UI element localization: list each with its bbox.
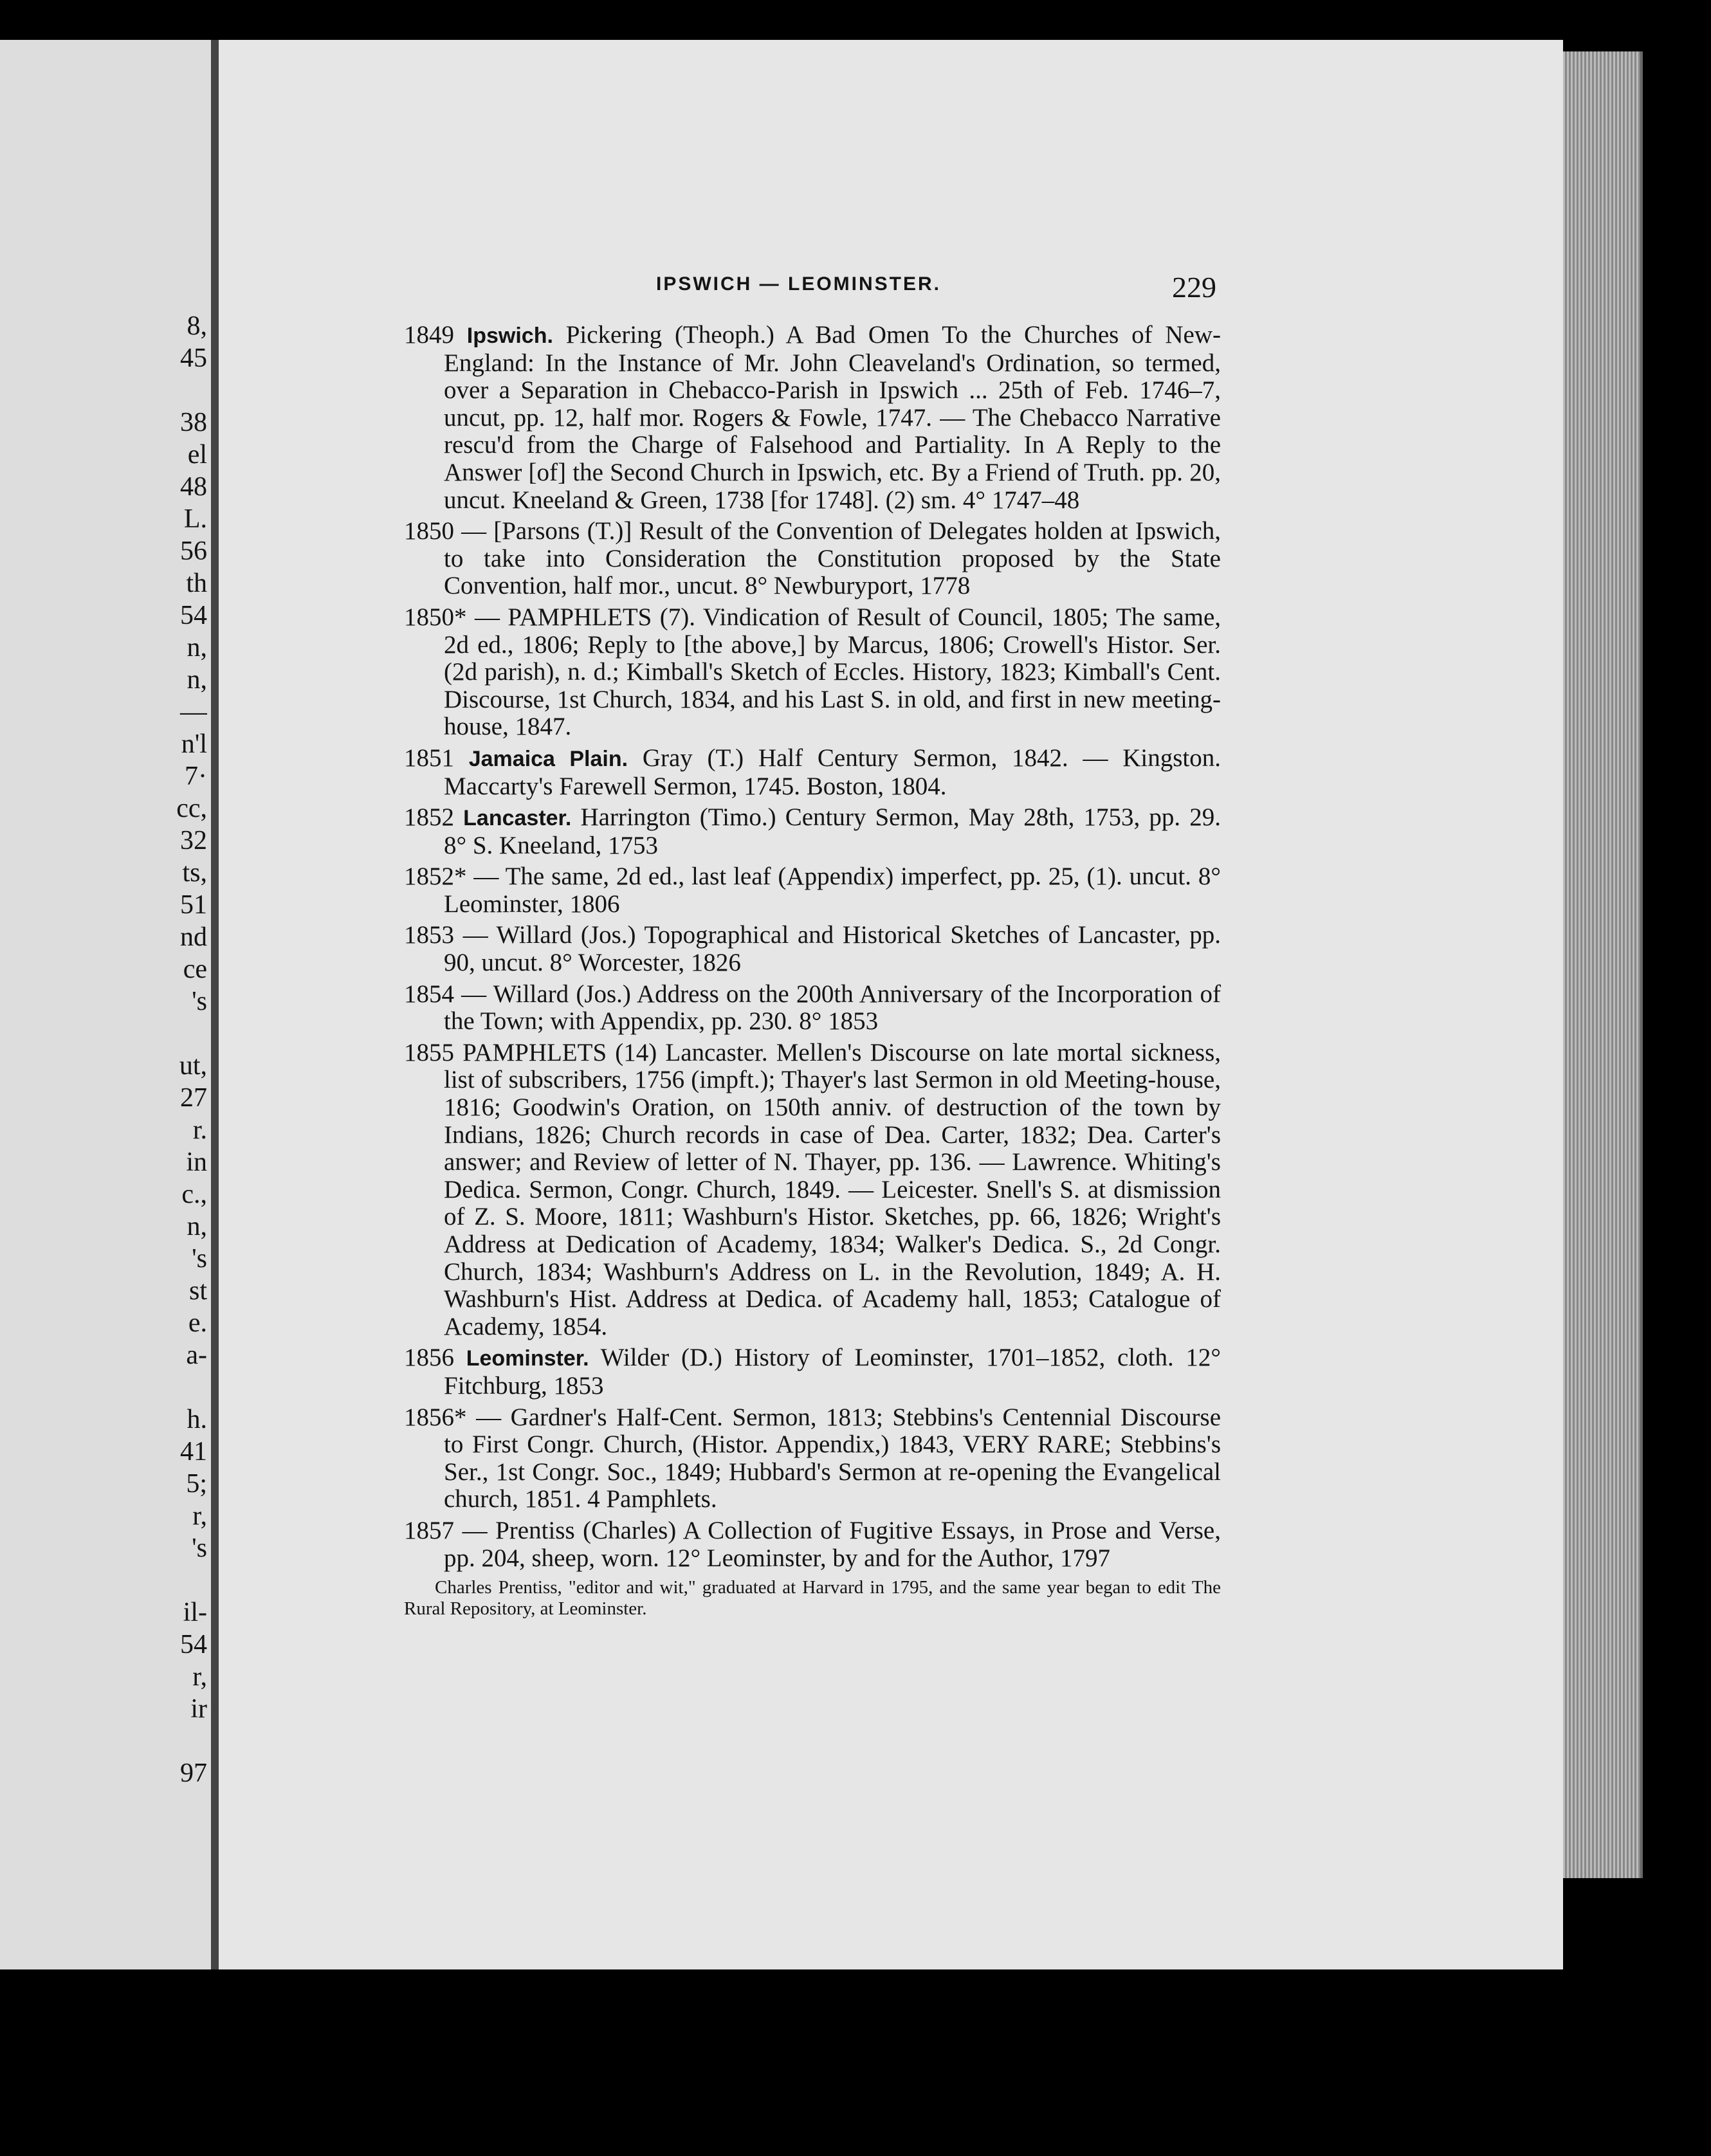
catalogue-entry [404, 604, 1221, 741]
entry-text: Harrington (Timo.) Century Sermon, May 28th, 1753, pp. 29. 8° S. Kneeland, 1753 [444, 803, 1221, 859]
catalogue-entry [404, 981, 1221, 1036]
lot-number: 1853 [404, 921, 454, 949]
margin-fragment: il- [183, 1598, 207, 1627]
margin-fragment: 56 [180, 536, 207, 566]
lot-number: 1857 [404, 1516, 454, 1544]
margin-fragment: a- [186, 1340, 207, 1370]
margin-fragment: 's [192, 987, 207, 1016]
lot-number: 1856* [404, 1403, 467, 1431]
margin-fragment: h. [187, 1405, 207, 1434]
margin-fragment: ut, [179, 1051, 207, 1081]
catalogue-entry [404, 863, 1221, 918]
book-gutter [211, 40, 219, 1969]
margin-fragment [0, 374, 207, 407]
margin-fragment [0, 1725, 207, 1757]
entry-text: — Gardner's Half-Cent. Sermon, 1813; Stebbins's Centennial Discourse to First Congr. Church, (Histor. Appendix,) 1843, VERY RARE; Stebbins's Ser., 1st Congr. Soc., 1849; Hubbard's Sermon at re-opening the Evangelical church, 1851. 4 Pamphlets. [444, 1403, 1221, 1513]
page-number: 229 [1172, 271, 1216, 304]
entry-text: Pickering (Theoph.) A Bad Omen To the Churches of New-England: In the Instance of Mr. John Cleaveland's Ordination, so termed, over a Separation in Chebacco-Parish in Ipswich ... 25th of Feb. 1746–7, uncut, pp. 12, half mor. Rogers & Fowle, 1747. — The Chebacco Narrative rescu'd from the Charge of Falsehood and Partiality. In A Reply to the Answer [of] the Second Church in Ipswich, etc. By a Friend of Truth. pp. 20, uncut. Kneeland & Green, 1738 [for 1748]. (2) sm. 4° 1747–48 [444, 321, 1221, 514]
place-heading: Leominster. [466, 1346, 589, 1371]
footnote: Charles Prentiss, "editor and wit," graduated at Harvard in 1795, and the same year began to edit The Rural Repository, at Leominster. [404, 1577, 1221, 1620]
margin-fragment: c., [181, 1180, 207, 1209]
catalogue-entry [404, 922, 1221, 976]
lot-number: 1856 [404, 1344, 454, 1372]
page-edges [1563, 51, 1643, 1878]
catalogue-entries [404, 322, 1221, 1620]
margin-fragment: 7· [185, 762, 207, 791]
catalogue-entry [404, 322, 1221, 514]
margin-fragment: 's [192, 1244, 207, 1274]
margin-fragment: ir [190, 1694, 207, 1724]
margin-fragment: 8, [187, 311, 207, 341]
margin-fragment: n, [187, 665, 207, 695]
facing-page [0, 40, 220, 1969]
entry-text: — [Parsons (T.)] Result of the Convention of Delegates holden at Ipswich, to take into Consideration the Constitution proposed by the State Convention, half mor., uncut. 8° Newburyport, 1778 [444, 517, 1221, 600]
facing-page-margin-text [0, 310, 216, 1789]
margin-fragment: 38 [180, 408, 207, 437]
margin-fragment: r, [192, 1501, 207, 1531]
catalogue-entry [404, 804, 1221, 859]
margin-fragment: n'l [181, 729, 207, 759]
margin-fragment: 97 [180, 1759, 207, 1788]
catalogue-entry [404, 1039, 1221, 1341]
margin-fragment: L. [183, 504, 207, 534]
margin-fragment: 32 [180, 826, 207, 855]
margin-fragment: 41 [180, 1437, 207, 1466]
place-heading: Ipswich. [466, 324, 553, 348]
margin-fragment: in [186, 1147, 207, 1177]
margin-fragment: 45 [180, 343, 207, 373]
catalogue-entry [404, 1404, 1221, 1513]
margin-fragment: 51 [180, 890, 207, 920]
margin-fragment: 54 [180, 601, 207, 630]
margin-fragment: 27 [180, 1083, 207, 1113]
margin-fragment: st [188, 1276, 207, 1306]
catalogue-entry [404, 1517, 1221, 1572]
lot-number: 1852* [404, 863, 467, 891]
margin-fragment: 48 [180, 472, 207, 502]
margin-fragment: nd [180, 922, 207, 952]
entry-text: Wilder (D.) History of Leominster, 1701–1852, cloth. 12° Fitchburg, 1853 [444, 1344, 1221, 1400]
lot-number: 1849 [404, 321, 454, 349]
margin-fragment: cc, [176, 794, 207, 823]
lot-number: 1851 [404, 744, 454, 772]
margin-fragment: r, [192, 1662, 207, 1692]
margin-fragment [0, 1018, 207, 1050]
entry-text: Gray (T.) Half Century Sermon, 1842. — Kingston. Maccarty's Farewell Sermon, 1745. Boston, 1804. [444, 744, 1221, 800]
margin-fragment: 's [192, 1533, 207, 1563]
margin-fragment: e. [188, 1308, 207, 1338]
margin-fragment [0, 1371, 207, 1403]
margin-fragment: n, [187, 633, 207, 662]
catalogue-entry [404, 518, 1221, 600]
lot-number: 1854 [404, 980, 454, 1008]
margin-fragment: th [186, 569, 207, 598]
lot-number: 1855 [404, 1038, 454, 1066]
entry-text: PAMPHLETS (14) Lancaster. Mellen's Discourse on late mortal sickness, list of subscribers, 1756 (impft.); Thayer's last Sermon in old Meeting-house, 1816; Goodwin's Oration, on 150th anniv. of destruction of the town by Indians, 1826; Church records in case of Dea. Carter, 1832; Dea. Carter's answer; and Review of letter of N. Thayer, pp. 136. — Lawrence. Whiting's Dedica. Sermon, Congr. Church, 1849. — Leicester. Snell's S. at dismission of Z. S. Moore, 1811; Washburn's Histor. Sketches, pp. 66, 1826; Wright's Address at Dedication of Academy, 1834; Walker's Dedica. S., 2d Congr. Church, 1834; Washburn's Address on L. in the Revolution, 1849; A. H. Washburn's Hist. Address at Dedica. of Academy hall, 1853; Catalogue of Academy, 1854. [444, 1038, 1221, 1340]
running-header: IPSWICH — LEOMINSTER. [656, 273, 942, 295]
entry-text: — The same, 2d ed., last leaf (Appendix) imperfect, pp. 25, (1). uncut. 8° Leominster, 1806 [444, 863, 1221, 918]
margin-fragment: 54 [180, 1630, 207, 1659]
entry-text: — Willard (Jos.) Address on the 200th Anniversary of the Incorporation of the Town; with Appendix, pp. 230. 8° 1853 [444, 980, 1221, 1036]
entry-text: — Willard (Jos.) Topographical and Historical Sketches of Lancaster, pp. 90, uncut. 8° Worcester, 1826 [444, 921, 1221, 977]
place-heading: Lancaster. [463, 806, 572, 831]
margin-fragment: — [180, 697, 207, 727]
margin-fragment [0, 1564, 207, 1596]
catalogue-entry [404, 1344, 1221, 1400]
margin-fragment: ts, [182, 858, 207, 888]
margin-fragment: ce [183, 955, 207, 984]
lot-number: 1850* [404, 603, 467, 631]
margin-fragment: el [187, 440, 207, 470]
place-heading: Jamaica Plain. [468, 746, 628, 771]
margin-fragment: r. [192, 1115, 207, 1145]
lot-number: 1850 [404, 517, 454, 545]
catalogue-entry [404, 745, 1221, 800]
margin-fragment: n, [187, 1212, 207, 1241]
entry-text: — Prentiss (Charles) A Collection of Fugitive Essays, in Prose and Verse, pp. 204, sheep, worn. 12° Leominster, by and for the Author, 1797 [444, 1516, 1221, 1572]
lot-number: 1852 [404, 803, 454, 832]
margin-fragment: 5; [186, 1469, 207, 1499]
entry-text: — PAMPHLETS (7). Vindication of Result of Council, 1805; The same, 2d ed., 1806; Reply to [the above,] by Marcus, 1806; Crowell's Histor. Ser. (2d parish), n. d.; Kimball's Sketch of Eccles. History, 1823; Kimball's Cent. Discourse, 1st Church, 1834, and his Last S. in old, and first in new meeting-house, 1847. [444, 603, 1221, 741]
